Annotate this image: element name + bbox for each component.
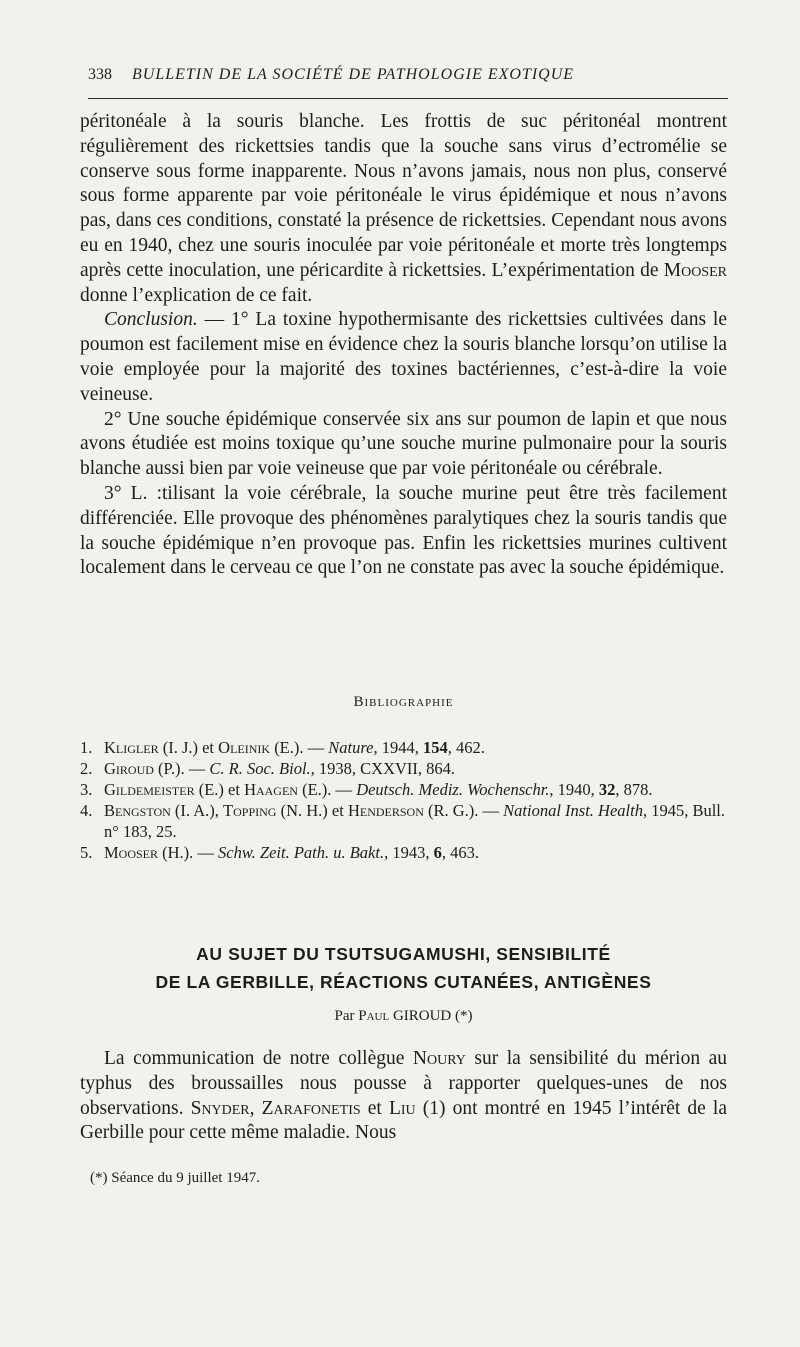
article-title	[80, 940, 727, 996]
bibliography-item	[80, 737, 727, 758]
italic-text: Schw. Zeit. Path. u. Bakt.	[218, 843, 385, 862]
page-number: 338	[88, 66, 112, 83]
bibliography-item	[80, 758, 727, 779]
bibliography-item	[80, 779, 727, 800]
text-run: (P.). —	[153, 759, 210, 778]
author-name: Topping	[223, 801, 277, 820]
text-run: (H.). —	[158, 843, 219, 862]
author-name: Oleinik	[218, 738, 271, 757]
paragraph-point-2	[80, 408, 727, 482]
text-run: (E.). —	[297, 780, 357, 799]
author-name: Liu	[388, 1097, 416, 1119]
text-run: , 1938, CXXVII, 864.	[310, 759, 456, 778]
text-run: , 463.	[441, 843, 479, 862]
article-paragraph-1	[80, 1047, 727, 1146]
text-run: péritonéale à la souris blanche. Les frottis de suc péritonéal montrent régulièrement des rickettsies tandis que la souche sans virus d’ectromélie se conserve sous forme inapparente. Nous n’avons jamais, nous non plus, conservé sous forme apparente par voie péritonéale le virus épidémique et nous n’avons pas, dans ces conditions, constaté la présence de rickettsies. Cependant nous avons eu en 1940, chez une souris inoculée par voie péritonéale et morte très longtemps après cette inoculation, une péricardite à rickettsies. L’expérimentation de	[80, 111, 727, 281]
bibliography-text	[104, 779, 727, 800]
article-body	[80, 1047, 727, 1146]
text-run: (N. H.) et	[276, 801, 348, 820]
author-surname: GIROUD (*)	[389, 1008, 473, 1024]
author-name: Noury	[412, 1048, 466, 1069]
text-run: 3° L. :tilisant la voie cérébrale, la souche murine peut être très facilement différenciée. Elle provoque des phénomènes paralytiques chez la souris tandis que la souche épidémique n’en provoque pas. Enfin les rickettsies murines cultivent localement dans le cerveau ce que l’on ne constate pas avec la souche épidémique.	[80, 482, 727, 579]
author-name: Mooser	[104, 843, 159, 862]
bibliography-text	[104, 737, 727, 758]
author-name: Gildemeister	[104, 780, 195, 799]
text-run: , 1944,	[373, 738, 423, 757]
bibliography-number: 4.	[80, 801, 93, 820]
author-name: Haagen	[244, 780, 298, 799]
text-run: et	[360, 1097, 389, 1119]
text-run: sur la sensibilité du mérion au typhus des broussailles nous pousse à rapporter quelques-unes de nos observations.	[80, 1048, 727, 1119]
author-byline	[80, 1008, 727, 1025]
text-run: , 1943,	[384, 843, 434, 862]
journal-title: BULLETIN DE LA SOCIÉTÉ DE PATHOLOGIE EXOTIQUE	[132, 66, 575, 83]
author-name: Mooser	[663, 259, 727, 281]
text-run: (E.) et	[194, 780, 245, 799]
bibliography-item	[80, 800, 727, 842]
header-rule	[88, 98, 728, 99]
text-run: — 1° La toxine hypothermisante des rickettsies cultivées dans le poumon est facilement mise en évidence chez la souris blanche lorsqu’on utilise la voie employée pour la majorité des toxines bactériennes, c’est-à-dire la voie veineuse.	[80, 309, 727, 405]
bibliography-number: 3.	[80, 780, 93, 799]
italic-text: Deutsch. Mediz. Wochenschr.	[356, 780, 550, 799]
text-run: (1) ont montré en 1945 l’intérêt de la Gerbille pour cette même maladie. Nous	[80, 1097, 727, 1144]
paragraph-point-3	[80, 482, 727, 581]
body-text	[80, 110, 727, 581]
bibliography-text	[104, 758, 727, 779]
article-title-line-1: AU SUJET DU TSUTSUGAMUSHI, SENSIBILITÉ	[196, 944, 611, 964]
author-name: Zarafonetis	[261, 1097, 361, 1119]
italic-text: Nature	[328, 738, 374, 757]
text-run: (I. A.),	[170, 801, 224, 820]
text-run: , 1940,	[549, 780, 599, 799]
text-run: 2° Une souche épidémique conservée six ans sur poumon de lapin et que nous avons étudiée est moins toxique qu’une souche murine pulmonaire pour la souris blanche aussi bien par voie veineuse que par voie péritonéale ou cérébrale.	[80, 408, 727, 480]
italic-text: Conclusion.	[104, 309, 198, 331]
bibliography-heading: Bibliographie	[353, 694, 454, 710]
text-run: (I. J.) et	[158, 738, 219, 757]
volume-number: 32	[598, 780, 616, 799]
text-run: La communication de notre collègue	[104, 1048, 413, 1069]
author-name: Henderson	[347, 801, 424, 820]
author-name: Snyder	[190, 1097, 250, 1119]
footnote: (*) Séance du 9 juillet 1947.	[90, 1170, 260, 1186]
author-name: Kligler	[104, 738, 159, 757]
byline-par: Par	[334, 1008, 359, 1024]
bibliography-text	[104, 800, 727, 842]
article-title-line-2: DE LA GERBILLE, RÉACTIONS CUTANÉES, ANTIGÈNES	[155, 972, 652, 992]
paragraph-1	[80, 110, 727, 308]
volume-number: 154	[423, 738, 448, 757]
running-head	[88, 66, 728, 84]
volume-number: 6	[433, 843, 442, 862]
text-run: donne l’explication de ce fait.	[80, 284, 313, 306]
author-first-name: Paul	[358, 1008, 390, 1024]
bibliography-list	[80, 737, 727, 863]
text-run: (R. G.). —	[423, 801, 504, 820]
author-name: Giroud	[104, 759, 154, 778]
italic-text: National Inst. Health	[503, 801, 643, 820]
author-name: Bengston	[104, 801, 171, 820]
text-run: ,	[249, 1097, 262, 1119]
bibliography-number: 1.	[80, 738, 93, 757]
text-run: (E.). —	[270, 738, 329, 757]
paragraph-conclusion	[80, 308, 727, 407]
bibliography-number: 2.	[80, 759, 93, 778]
italic-text: C. R. Soc. Biol.	[209, 759, 311, 778]
bibliography-text	[104, 842, 727, 863]
bibliography-number: 5.	[80, 843, 93, 862]
text-run: , 1945, Bull. n° 183, 25.	[104, 801, 726, 841]
bibliography-item	[80, 842, 727, 863]
text-run: , 462.	[447, 738, 485, 757]
text-run: , 878.	[615, 780, 653, 799]
